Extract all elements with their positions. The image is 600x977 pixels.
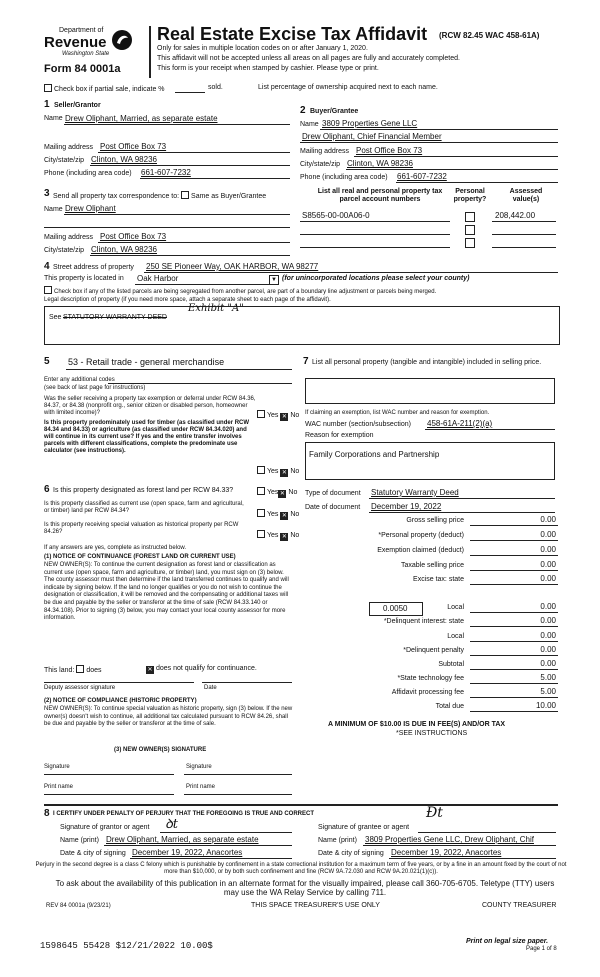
local-rate-field[interactable]: 0.0050	[369, 602, 423, 616]
calc-label-delinquent-interest: *Delinquent interest: state	[383, 618, 464, 625]
note-line2: This affidavit will not be accepted unless all areas on all pages are fully and accurately completed.	[157, 55, 460, 62]
use-code-field[interactable]: 53 - Retail trade - general merchandise	[68, 357, 225, 367]
minimum-due-note: A MINIMUM OF $10.00 IS DUE IN FEE(S) AND/OR TAX	[328, 721, 506, 728]
calc-label-local-interest: Local	[447, 633, 464, 640]
note-line1: Only for sales in multiple location codes on or after January 1, 2020.	[157, 45, 368, 52]
buyer-name2-field[interactable]: Drew Oliphant, Chief Financial Member	[302, 132, 442, 141]
perjury-notice: Perjury in the second degree is a class C felony which is punishable by confinement in a state correctional institution for a maximum term of five years, or by a fine in an amount fixed by the court of not more than $10,000, or by both such confinement and fine (RCW 9A.72.030 and RCW 9A.20.021(1)(c)).	[35, 862, 567, 875]
buyer-heading: Buyer/Grantee	[310, 108, 359, 115]
doc-date-field[interactable]: December 19, 2022	[371, 502, 442, 511]
chevron-down-icon[interactable]: ▼	[269, 275, 279, 285]
grantor-signature: ꝺt	[165, 817, 179, 832]
legal-see-text: See	[49, 314, 62, 321]
owner-signature-label-1: Signature	[44, 764, 70, 770]
calc-value-excise-state[interactable]: 0.00	[540, 574, 556, 583]
wac-field[interactable]: 458-61A-211(2)(a)	[427, 419, 493, 428]
deputy-signature-label: Deputy assessor signature	[44, 685, 116, 691]
historic-yes-checkbox[interactable]	[257, 530, 265, 538]
grantee-signature-label: Signature of grantee or agent	[318, 824, 410, 831]
section-6-number: 6	[44, 484, 50, 495]
calc-value-gross[interactable]: 0.00	[540, 515, 556, 524]
page-number: Page 1 of 8	[526, 946, 557, 952]
treasurer-stamp: 1598645 55428 $12/21/2022 10.00$	[40, 941, 213, 951]
section-8-number: 8	[44, 808, 50, 819]
current-use-yes-checkbox[interactable]	[257, 509, 265, 517]
forest-yes-checkbox[interactable]	[257, 487, 265, 495]
doc-type-label: Type of document	[305, 490, 361, 497]
alternate-format-notice: To ask about the availability of this publication in an alternate format for the visually impaired, please call 360-705-6705. Teletype (TTY) users may use the WA Relay Service by calling 711.	[55, 879, 555, 897]
deputy-date-label: Date	[204, 685, 217, 691]
section-3-number: 3	[44, 188, 50, 199]
parcel-col-header: List all real and personal property tax parcel account numbers	[317, 188, 443, 203]
personal-property-checkbox-1[interactable]	[465, 212, 475, 222]
calc-value-subtotal[interactable]: 0.00	[540, 659, 556, 668]
tax-corr-name-label: Name	[44, 206, 63, 213]
exemption-note: If claiming an exemption, list WAC number and reason for exemption.	[305, 410, 490, 416]
historic-question: Is this property receiving special valuation as historical property per RCW 84.26?	[44, 522, 239, 535]
sold-label: sold.	[208, 84, 223, 91]
assessed-value-col-header: Assessed value(s)	[509, 188, 543, 203]
note-line3: This form is your receipt when stamped by cashier. Please type or print.	[157, 65, 379, 72]
calc-value-delinquent-interest[interactable]: 0.00	[540, 616, 556, 625]
calc-label-delinquent-penalty: *Delinquent penalty	[403, 647, 464, 654]
parcel-acct-1[interactable]: S8565-00-00A06-0	[302, 211, 370, 220]
calc-value-personal[interactable]: 0.00	[540, 530, 556, 539]
seller-city-field[interactable]: Clinton, WA 98236	[91, 155, 157, 164]
calc-value-taxable[interactable]: 0.00	[540, 560, 556, 569]
see-instructions-note: *SEE INSTRUCTIONS	[396, 730, 468, 737]
personal-property-field[interactable]	[305, 378, 555, 404]
exemption-no-checkbox[interactable]: ✕	[281, 414, 287, 420]
calc-value-delinquent-penalty[interactable]: 0.00	[540, 645, 556, 654]
calc-value-local-interest[interactable]: 0.00	[540, 631, 556, 640]
buyer-city-label: City/state/zip	[300, 161, 341, 168]
tax-corr-city-label: City/state/zip	[44, 247, 85, 254]
wac-label: WAC number (section/subsection)	[305, 421, 411, 428]
grantor-date-label: Date & city of signing	[60, 850, 126, 857]
if-yes-note: If any answers are yes, complete as instructed below.	[44, 545, 187, 551]
buyer-name-label: Name	[300, 121, 319, 128]
seller-mailing-field[interactable]: Post Office Box 73	[100, 142, 167, 151]
reason-text: Family Corporations and Partnership	[309, 450, 440, 459]
unincorporated-note: (for unincorporated locations please select your county)	[282, 275, 470, 282]
grantor-date-field[interactable]: December 19, 2022, Anacortes	[132, 848, 243, 857]
certify-statement: I CERTIFY UNDER PENALTY OF PERJURY THAT THE FOREGOING IS TRUE AND CORRECT	[53, 811, 315, 817]
assessed-value-1[interactable]: 208,442.00	[495, 211, 536, 220]
personal-property-col-header: Personal property?	[453, 188, 487, 203]
calc-value-processing-fee[interactable]: 5.00	[540, 687, 556, 696]
dept-line3: Washington State	[62, 51, 110, 57]
calc-value-tech-fee[interactable]: 5.00	[540, 673, 556, 682]
exemption-yes-no: Yes ✕ No	[257, 410, 299, 421]
revenue-logo-icon	[111, 29, 133, 51]
calc-label-personal: *Personal property (deduct)	[378, 532, 464, 539]
pct-ownership-note: List percentage of ownership acquired next to each name.	[258, 84, 438, 91]
seller-name-field[interactable]: Drew Oliphant, Married, as separate estate	[65, 114, 218, 123]
seller-city-label: City/state/zip	[44, 157, 85, 164]
grantee-date-field[interactable]: December 19, 2022, Anacortes	[391, 848, 502, 857]
treasurer-use-label: THIS SPACE TREASURER'S USE ONLY	[251, 902, 380, 909]
timber-no-checkbox[interactable]: ✕	[281, 470, 287, 476]
current-use-yes-no: Yes ✕ No	[257, 509, 299, 520]
calc-label-excise-state: Excise tax: state	[413, 576, 464, 583]
calc-label-tech-fee: *State technology fee	[397, 675, 464, 682]
located-in-label: This property is located in	[44, 275, 124, 282]
current-use-question: Is this property classified as current use (open space, farm and agricultural, or timber) land per RCW 84.34?	[44, 501, 244, 514]
reason-field[interactable]	[305, 442, 555, 480]
calc-label-local: Local	[447, 604, 464, 611]
calc-label-processing-fee: Affidavit processing fee	[391, 689, 464, 696]
legal-handwritten-text: Exhibit "A"	[188, 303, 244, 314]
grantee-print-field[interactable]: 3809 Properties Gene LLC, Drew Oliphant, Chif	[365, 835, 534, 844]
calc-value-total-due[interactable]: 10.00	[535, 701, 556, 710]
buyer-phone-field[interactable]: 661-607-7232	[397, 172, 447, 181]
legal-description-field[interactable]	[44, 303, 560, 345]
calc-label-exemption: Exemption claimed (deduct)	[377, 547, 464, 554]
exemption-yes-checkbox[interactable]	[257, 410, 265, 418]
does-qualify-checkbox[interactable]	[76, 665, 84, 673]
seller-mailing-label: Mailing address	[44, 144, 94, 151]
buyer-mailing-label: Mailing address	[300, 148, 350, 155]
section-7-number: 7	[303, 356, 309, 367]
grantee-print-label: Name (print)	[318, 837, 357, 844]
partial-sale-checkbox[interactable]	[44, 84, 52, 92]
dept-line1: Department of	[59, 27, 104, 34]
timber-yes-no: Yes ✕ No	[257, 466, 299, 477]
this-land-row: This land: does	[44, 667, 102, 674]
forest-yes-no: Yes✕ No	[257, 487, 297, 498]
street-address-field[interactable]: 250 SE Pioneer Way, OAK HARBOR, WA 98277	[146, 262, 319, 271]
same-as-buyer-checkbox[interactable]	[181, 191, 189, 199]
grantor-signature-label: Signature of grantor or agent	[60, 824, 150, 831]
doc-date-label: Date of document	[305, 504, 361, 511]
revision-label: REV 84 0001a (9/23/21)	[46, 903, 111, 909]
section-5-number: 5	[44, 356, 50, 367]
section-4-number: 4	[44, 261, 50, 272]
grantor-print-label: Name (print)	[60, 837, 99, 844]
owner-signature-label-2: Signature	[186, 764, 212, 770]
current-use-no-checkbox[interactable]: ✕	[281, 513, 287, 519]
additional-codes-label: Enter any additional codes	[44, 377, 115, 383]
notice-compliance-heading: (2) NOTICE OF COMPLIANCE (HISTORIC PROPERTY)	[44, 698, 197, 704]
tax-corr-mailing-field[interactable]: Post Office Box 73	[100, 232, 167, 241]
grantor-print-field[interactable]: Drew Oliphant, Married, as separate estate	[106, 835, 259, 844]
timber-yes-checkbox[interactable]	[257, 466, 265, 474]
notice-compliance-body: NEW OWNER(S): To continue special valuation as historic property, sign (3) below. If the new owner(s) doesn't wish to continue, all additional tax calculated pursuant to RCW 84.26, shall be due and payable by the seller or transferor at the time of sale.	[44, 706, 293, 728]
personal-property-label: List all personal property (tangible and intangible) included in selling price.	[312, 359, 542, 366]
legal-description-label: Legal description of property (if you need more space, attach a separate sheet to each page of the affidavit).	[44, 297, 331, 303]
legal-paper-note: Print on legal size paper.	[466, 938, 549, 945]
calc-label-total-due: Total due	[435, 703, 464, 710]
located-in-select[interactable]: Oak Harbor	[137, 274, 179, 283]
calc-label-taxable: Taxable selling price	[400, 562, 464, 569]
section-1-number: 1	[44, 99, 50, 110]
seller-heading: Seller/Grantor	[54, 102, 101, 109]
buyer-mailing-field[interactable]: Post Office Box 73	[356, 146, 423, 155]
seller-name-label: Name	[44, 115, 63, 122]
does-not-qualify-row: ✕ does not qualify for continuance.	[147, 665, 257, 673]
partial-sale-row: Check box if partial sale, indicate %	[44, 84, 165, 93]
calc-label-subtotal: Subtotal	[438, 661, 464, 668]
dept-line2: Revenue	[44, 34, 107, 51]
grantee-date-label: Date & city of signing	[318, 850, 384, 857]
segregated-checkbox[interactable]	[44, 286, 52, 294]
tax-corr-mailing-label: Mailing address	[44, 234, 94, 241]
personal-property-checkbox-2[interactable]	[465, 225, 475, 235]
page-title: Real Estate Excise Tax Affidavit	[157, 24, 428, 44]
historic-no-checkbox[interactable]: ✕	[281, 534, 287, 540]
forest-land-question: Is this property designated as forest land per RCW 84.33?	[53, 487, 234, 494]
county-treasurer-label: COUNTY TREASURER	[482, 902, 557, 909]
new-owner-signature-heading: (3) NEW OWNER(S) SIGNATURE	[114, 747, 207, 753]
buyer-city-field[interactable]: Clinton, WA 98236	[347, 159, 413, 168]
seller-phone-field[interactable]: 661-607-7232	[141, 168, 191, 177]
timber-question: Is this property predominately used for timber (as classified under RCW 84.34 and 84.33) or agriculture (as classified under RCW 84.34.020) and will continue in its current use? If yes and the entire transfer involves parcels with different classifications, complete the predominate use calculator (see instructions).	[44, 420, 250, 454]
owner-print-name-label-2: Print name	[186, 784, 216, 790]
forest-no-checkbox[interactable]: ✕	[279, 491, 285, 497]
buyer-name-field[interactable]: 3809 Properties Gene LLC	[322, 119, 418, 128]
see-back-note: (see back of last page for instructions)	[44, 385, 146, 391]
tax-corr-name-field[interactable]: Drew Oliphant	[65, 204, 116, 213]
grantee-signature: Ɖt	[426, 805, 443, 821]
seller-phone-label: Phone (including area code)	[44, 170, 132, 177]
notice-continuance-heading: (1) NOTICE OF CONTINUANCE (FOREST LAND OR CURRENT USE)	[44, 554, 236, 560]
street-address-label: Street address of property	[53, 264, 134, 271]
personal-property-checkbox-3[interactable]	[465, 238, 475, 248]
form-number: Form 84 0001a	[44, 63, 121, 75]
calc-value-local[interactable]: 0.00	[540, 602, 556, 611]
buyer-phone-label: Phone (including area code)	[300, 174, 388, 181]
does-not-qualify-checkbox[interactable]: ✕	[147, 667, 153, 673]
legal-struck-text: STATUTORY WARRANTY DEED	[63, 314, 167, 321]
calc-label-gross: Gross selling price	[406, 517, 464, 524]
calc-value-exemption[interactable]: 0.00	[540, 545, 556, 554]
reason-label: Reason for exemption	[305, 432, 374, 439]
owner-print-name-label-1: Print name	[44, 784, 74, 790]
exemption-question: Was the seller receiving a property tax exemption or deferral under RCW 84.36, 84.37, or 84.38 (nonprofit org., senior citizen or disabled person, homeowner with limited income)?	[44, 396, 256, 416]
section-2-number: 2	[300, 105, 306, 116]
segregated-row: Check box if any of the listed parcels are being segregated from another parcel, are part of a boundary line adjustment or parcels being merged.	[44, 286, 436, 295]
notice-continuance-body: NEW OWNER(S): To continue the current designation as forest land or classification as current use (open space, farm and agriculture, or timber) land, you must sign on (3) below. The county assessor must then determine if the land transferred continues to qualify and will indicate by signing below. If the land no longer qualifies or you do not wish to continue the designation or classification, it will be removed and the compensating or additional taxes will be due and payable by the seller or transferor at the time of sale (RCW 84.33.140 or 84.34.108). Prior to signing (3) below, you may contact your local county assessor for more information.	[44, 562, 289, 622]
historic-yes-no: Yes ✕ No	[257, 530, 299, 541]
rcw-ref: (RCW 82.45 WAC 458-61A)	[439, 31, 540, 40]
tax-corr-heading: Send all property tax correspondence to: Same as Buyer/Grantee	[53, 193, 267, 200]
tax-corr-city-field[interactable]: Clinton, WA 98236	[91, 245, 157, 254]
doc-type-field[interactable]: Statutory Warranty Deed	[371, 488, 459, 497]
